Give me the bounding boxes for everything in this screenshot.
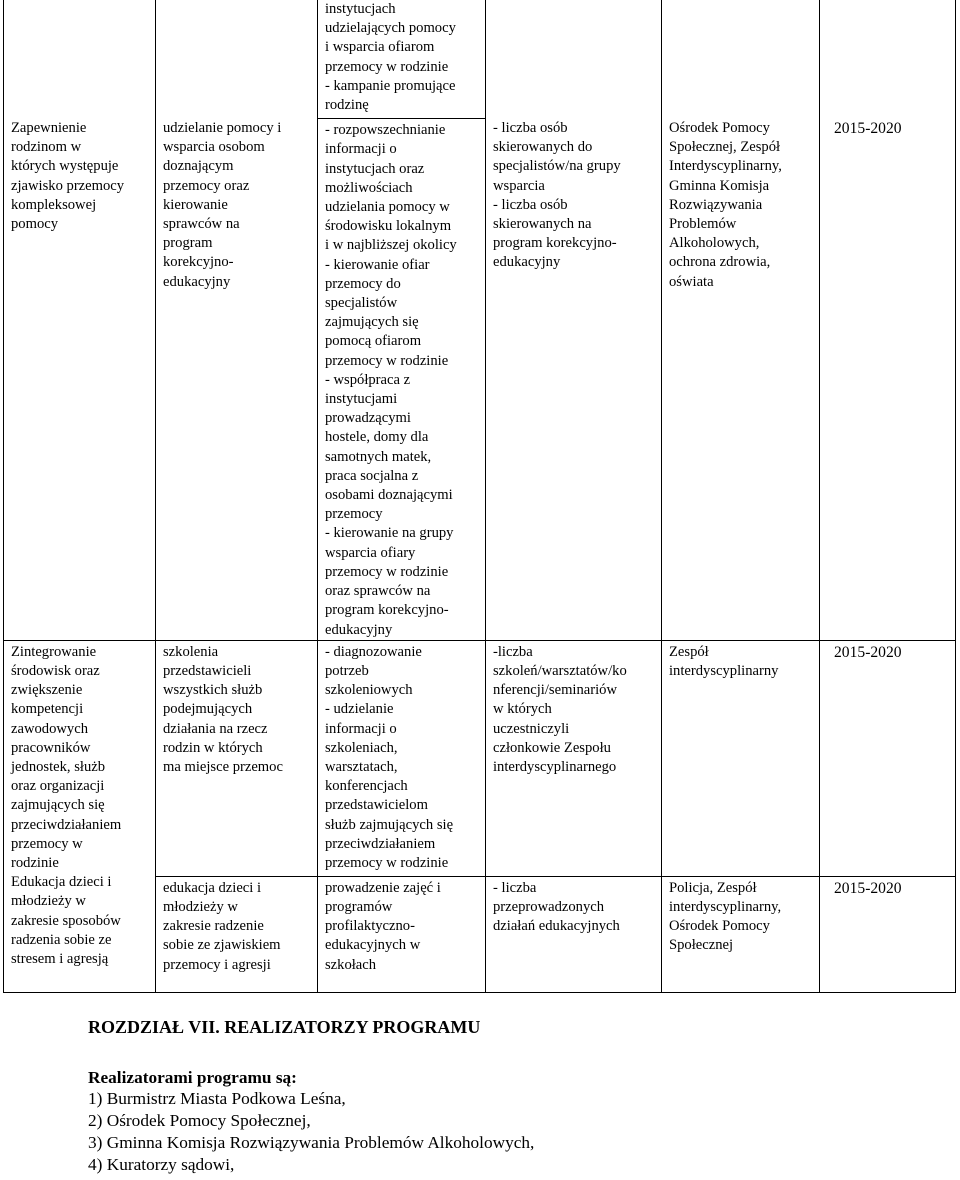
goal-cell xyxy=(4,0,156,640)
task-cell xyxy=(156,640,318,876)
period-text: 2015-2020 xyxy=(834,879,902,897)
cell-line: prowadzenie zajęć i xyxy=(325,879,441,896)
cell-line: konferencjach xyxy=(325,778,408,795)
task-text xyxy=(163,643,314,777)
cell-line: szkoleniach, xyxy=(325,739,398,756)
cell-line: oraz sprawców na xyxy=(325,583,431,600)
cell-line: zajmujących się xyxy=(325,314,419,331)
cell-line: szkołach xyxy=(325,956,377,973)
cell-line: potrzeb xyxy=(325,662,369,679)
cell-line: zakresie sposobów xyxy=(11,912,121,929)
responsible-cell xyxy=(662,0,820,640)
table-row xyxy=(4,640,956,876)
cell-line: środowisku lokalnym xyxy=(325,218,452,235)
cell-line: program xyxy=(163,235,213,252)
cell-line: Alkoholowych, xyxy=(669,235,760,252)
goal-text-2 xyxy=(11,873,152,969)
cell-line: młodzieży w xyxy=(163,898,238,915)
cell-line: przemocy w rodzinie xyxy=(325,352,449,369)
cell-line: przemocy oraz xyxy=(163,177,250,194)
cell-line: przemocy do xyxy=(325,275,401,292)
cell-line: członkowie Zespołu xyxy=(493,739,611,756)
cell-line: pomocą ofiarom xyxy=(325,333,422,350)
cell-line: nferencji/seminariów xyxy=(493,682,617,699)
goal-text xyxy=(11,119,152,234)
cell-line: skierowanych na xyxy=(493,216,592,233)
cell-line: rodzin w których xyxy=(163,739,263,756)
cell-line: instytucjami xyxy=(325,391,398,408)
cell-line: instytucjach xyxy=(325,1,396,17)
cell-line: szkoleń/warsztatów/ko xyxy=(493,662,627,679)
period-cell xyxy=(820,876,956,992)
task-cell xyxy=(156,876,318,992)
cell-line: warsztatach, xyxy=(325,758,398,775)
cell-line: szkolenia xyxy=(163,643,219,660)
cell-line: młodzieży w xyxy=(11,893,86,910)
cell-line: wsparcia osobom xyxy=(163,139,265,156)
cell-line: interdyscyplinarnego xyxy=(493,758,617,775)
list-item: 3) Gminna Komisja Rozwiązywania Problemów Alkoholowych, xyxy=(88,1133,535,1152)
cell-line: - współpraca z xyxy=(325,371,411,388)
cell-line: informacji o xyxy=(325,720,397,737)
cell-line: oświata xyxy=(669,273,714,290)
cell-line: oraz organizacji xyxy=(11,778,105,795)
cell-line: Ośrodek Pomocy xyxy=(669,120,770,136)
actions-text xyxy=(325,643,482,873)
section-heading: ROZDZIAŁ VII. REALIZATORZY PROGRAMU xyxy=(88,1017,481,1037)
cell-line: ochrona zdrowia, xyxy=(669,254,771,271)
actions-cell xyxy=(318,0,486,640)
cell-line: działań edukacyjnych xyxy=(493,918,620,935)
cell-line: edukacyjny xyxy=(493,254,561,271)
cell-line: udzielania pomocy w xyxy=(325,199,450,216)
cell-line: prowadzącymi xyxy=(325,410,411,427)
cell-line: możliwościach xyxy=(325,179,413,196)
cell-line: przemocy i agresji xyxy=(163,956,271,973)
cell-line: wsparcia xyxy=(493,177,545,194)
cell-line: przeciwdziałaniem xyxy=(11,816,122,833)
cell-line: - liczba osób xyxy=(493,196,568,213)
task-text xyxy=(163,879,314,975)
cell-line: przemocy w rodzinie xyxy=(325,563,449,580)
cell-line: - diagnozowanie xyxy=(325,643,422,660)
cell-line: ma miejsce przemoc xyxy=(163,758,283,775)
indicators-text xyxy=(493,119,658,273)
cell-line: specjalistów/na grupy xyxy=(493,158,621,175)
section-intro: Realizatorami programu są: xyxy=(88,1068,297,1087)
cell-line: uczestniczyli xyxy=(493,720,570,737)
actions-text xyxy=(325,879,482,975)
goal-cell xyxy=(4,640,156,992)
cell-line: zjawisko przemocy xyxy=(11,177,125,194)
cell-line: edukacyjny xyxy=(163,273,231,290)
cell-line: -liczba xyxy=(493,643,533,660)
cell-line: kompleksowej xyxy=(11,196,97,213)
cell-line: edukacyjnych w xyxy=(325,937,421,954)
cell-line: Społecznej xyxy=(669,937,734,954)
table-row xyxy=(4,0,956,640)
cell-line: rodzinie xyxy=(11,854,59,871)
cell-line: - liczba osób xyxy=(493,120,568,136)
cell-line: sprawców na xyxy=(163,216,240,233)
cell-line: których występuje xyxy=(11,158,119,175)
indicators-cell xyxy=(486,0,662,640)
cell-line: hostele, domy dla xyxy=(325,429,429,446)
responsible-text xyxy=(669,119,816,292)
cell-line: skierowanych do xyxy=(493,139,593,156)
cell-line: samotnych matek, xyxy=(325,448,432,465)
cell-line: szkoleniowych xyxy=(325,682,413,699)
cell-line: rodzinom w xyxy=(11,139,82,156)
actions-continued-text xyxy=(325,0,482,115)
cell-line: Rozwiązywania xyxy=(669,196,763,213)
cell-line: instytucjach oraz xyxy=(325,160,425,177)
actions-cell xyxy=(318,640,486,876)
cell-line: rodzinę xyxy=(325,97,369,114)
indicators-cell xyxy=(486,640,662,876)
cell-line: udzielających pomocy xyxy=(325,20,456,37)
cell-line: zakresie radzenie xyxy=(163,918,264,935)
cell-line: kierowanie xyxy=(163,196,228,213)
cell-line: i w najbliższej okolicy xyxy=(325,237,457,254)
cell-line: przemocy w rodzinie xyxy=(325,854,449,871)
cell-line: Gminna Komisja xyxy=(669,177,770,194)
cell-line: edukacyjny xyxy=(325,621,393,638)
cell-line: Edukacja dzieci i xyxy=(11,874,112,891)
cell-line: Problemów xyxy=(669,216,737,233)
cell-line: zwiększenie xyxy=(11,682,83,699)
cell-line: doznającym xyxy=(163,158,234,175)
cell-line: praca socjalna z xyxy=(325,467,419,484)
list-item: 2) Ośrodek Pomocy Społecznej, xyxy=(88,1111,311,1130)
cell-line: osobami doznającymi xyxy=(325,487,453,504)
cell-line: kompetencji xyxy=(11,701,84,718)
cell-line: udzielanie pomocy i xyxy=(163,120,282,136)
cell-line: - liczba xyxy=(493,879,537,896)
cell-line: przedstawicielom xyxy=(325,797,428,814)
cell-line: - kampanie promujące xyxy=(325,77,456,94)
goal-text xyxy=(11,643,152,873)
responsible-cell xyxy=(662,640,820,876)
period-cell xyxy=(820,640,956,876)
cell-line: pomocy xyxy=(11,216,59,233)
cell-line: program korekcyjno- xyxy=(325,602,449,619)
responsible-text xyxy=(669,879,816,956)
cell-line: wsparcia ofiary xyxy=(325,544,416,561)
indicators-text xyxy=(493,643,658,777)
cell-line: Policja, Zespół xyxy=(669,879,757,896)
cell-line: Interdyscyplinarny, xyxy=(669,158,782,175)
cell-line: i wsparcia ofiarom xyxy=(325,39,435,56)
list-item: 1) Burmistrz Miasta Podkowa Leśna, xyxy=(88,1089,346,1108)
actions-text xyxy=(325,121,482,639)
task-text xyxy=(163,119,314,292)
indicators-text xyxy=(493,879,658,937)
task-cell xyxy=(156,0,318,640)
cell-line: - kierowanie ofiar xyxy=(325,256,430,273)
cell-line: zawodowych xyxy=(11,720,88,737)
cell-line: przeprowadzonych xyxy=(493,898,605,915)
cell-line: pracowników xyxy=(11,739,91,756)
cell-line: radzenia sobie ze xyxy=(11,931,112,948)
cell-line: interdyscyplinarny, xyxy=(669,898,782,915)
cell-line: zajmujących się xyxy=(11,797,105,814)
cell-line: interdyscyplinarny xyxy=(669,662,779,679)
period-text: 2015-2020 xyxy=(834,120,902,137)
cell-line: program korekcyjno- xyxy=(493,235,617,252)
cell-line: środowisk oraz xyxy=(11,662,100,679)
cell-line: przemocy xyxy=(325,506,383,523)
cell-line: Zapewnienie xyxy=(11,120,87,136)
cell-line: Ośrodek Pomocy xyxy=(669,918,770,935)
indicators-cell xyxy=(486,876,662,992)
cell-line: programów xyxy=(325,898,393,915)
cell-line: sobie ze zjawiskiem xyxy=(163,937,281,954)
cell-line: korekcyjno- xyxy=(163,254,234,271)
cell-line: przemocy w xyxy=(11,835,83,852)
cell-line: przedstawicieli xyxy=(163,662,252,679)
cell-line: informacji o xyxy=(325,141,397,158)
cell-line: służb zajmujących się xyxy=(325,816,454,833)
cell-line: - udzielanie xyxy=(325,701,394,718)
responsible-cell xyxy=(662,876,820,992)
cell-line: podejmujących xyxy=(163,701,253,718)
cell-line: specjalistów xyxy=(325,295,398,312)
cell-line: w których xyxy=(493,701,552,718)
list-item: 4) Kuratorzy sądowi, xyxy=(88,1155,235,1174)
cell-line: Zintegrowanie xyxy=(11,643,97,660)
cell-line: stresem i agresją xyxy=(11,950,109,967)
cell-line: - kierowanie na grupy xyxy=(325,525,454,542)
program-table xyxy=(3,0,956,993)
cell-line: działania na rzecz xyxy=(163,720,268,737)
actions-cell xyxy=(318,876,486,992)
cell-line: Społecznej, Zespół xyxy=(669,139,781,156)
cell-line: edukacja dzieci i xyxy=(163,879,262,896)
responsible-text xyxy=(669,643,816,681)
period-cell xyxy=(820,0,956,640)
cell-line: przemocy w rodzinie xyxy=(325,58,449,75)
cell-line: przeciwdziałaniem xyxy=(325,835,436,852)
cell-line: profilaktyczno- xyxy=(325,918,415,935)
cell-line: wszystkich służb xyxy=(163,682,263,699)
period-text: 2015-2020 xyxy=(834,643,902,661)
cell-line: - rozpowszechnianie xyxy=(325,122,446,139)
cell-line: Zespół xyxy=(669,643,709,660)
cell-line: jednostek, służb xyxy=(11,758,106,775)
implementers-list xyxy=(88,1088,534,1176)
